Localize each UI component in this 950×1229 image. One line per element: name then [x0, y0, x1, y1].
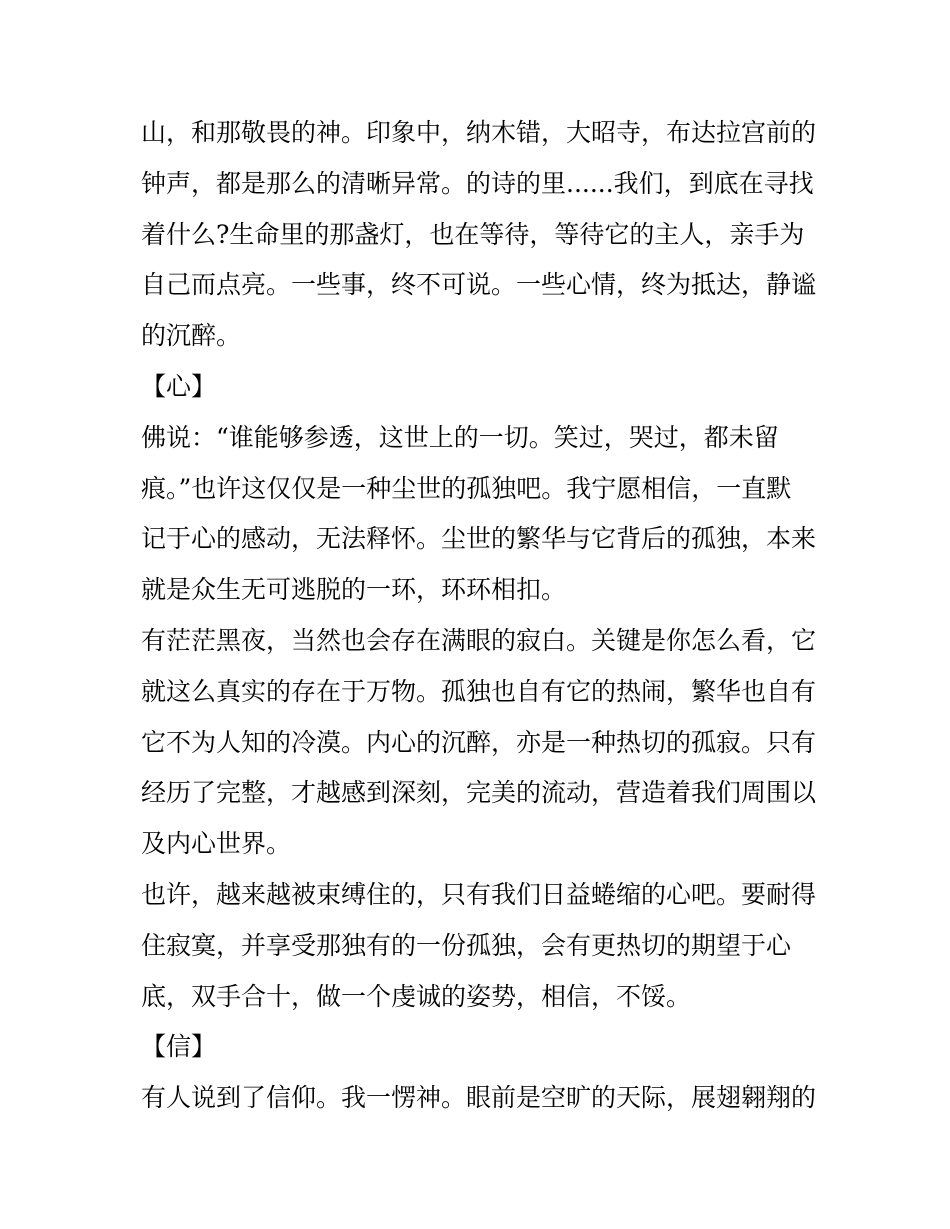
- text-line: 痕。”也许这仅仅是一种尘世的孤独吧。我宁愿相信，一直默: [141, 473, 792, 503]
- text-line: 经历了完整，才越感到深刻，完美的流动，营造着我们周围以: [141, 778, 817, 808]
- text-line: 有茫茫黑夜，当然也会存在满眼的寂白。关键是你怎么看，它: [141, 625, 817, 655]
- text-line: 它不为人知的冷漠。内心的沉醉，亦是一种热切的孤寂。只有: [141, 727, 817, 757]
- text-line: 自己而点亮。一些事，终不可说。一些心情，终为抵达，静谧: [141, 270, 817, 300]
- text-line: 住寂寞，并享受那独有的一份孤独，会有更热切的期望于心: [141, 930, 792, 960]
- text-line: 的沉醉。: [141, 321, 242, 351]
- text-line: 底，双手合十，做一个虔诚的姿势，相信，不馁。: [141, 981, 692, 1011]
- text-line: 就是众生无可逃脱的一环，环环相扣。: [141, 575, 567, 605]
- text-line: 钟声，都是那么的清晰异常。的诗的里......我们，到底在寻找: [141, 168, 814, 198]
- document-body: [141, 108, 821, 1124]
- text-line: 就这么真实的存在于万物。孤独也自有它的热闹，繁华也自有: [141, 676, 817, 706]
- section-heading-xin-heart: 【心】: [141, 371, 217, 401]
- text-line: 记于心的感动，无法释怀。尘世的繁华与它背后的孤独，本来: [141, 524, 817, 554]
- section-heading-xin-faith: 【信】: [141, 1032, 217, 1062]
- text-line: 也许，越来越被束缚住的，只有我们日益蜷缩的心吧。要耐得: [141, 879, 817, 909]
- text-line: 及内心世界。: [141, 829, 292, 859]
- text-line: 佛说：“谁能够参透，这世上的一切。笑过，哭过，都未留: [141, 422, 779, 452]
- text-line: 着什么?生命里的那盏灯，也在等待，等待它的主人，亲手为: [141, 219, 805, 249]
- text-line: 山，和那敬畏的神。印象中，纳木错，大昭寺，布达拉宫前的: [141, 118, 817, 147]
- text-line: 有人说到了信仰。我一愣神。眼前是空旷的天际，展翅翱翔的: [141, 1083, 817, 1113]
